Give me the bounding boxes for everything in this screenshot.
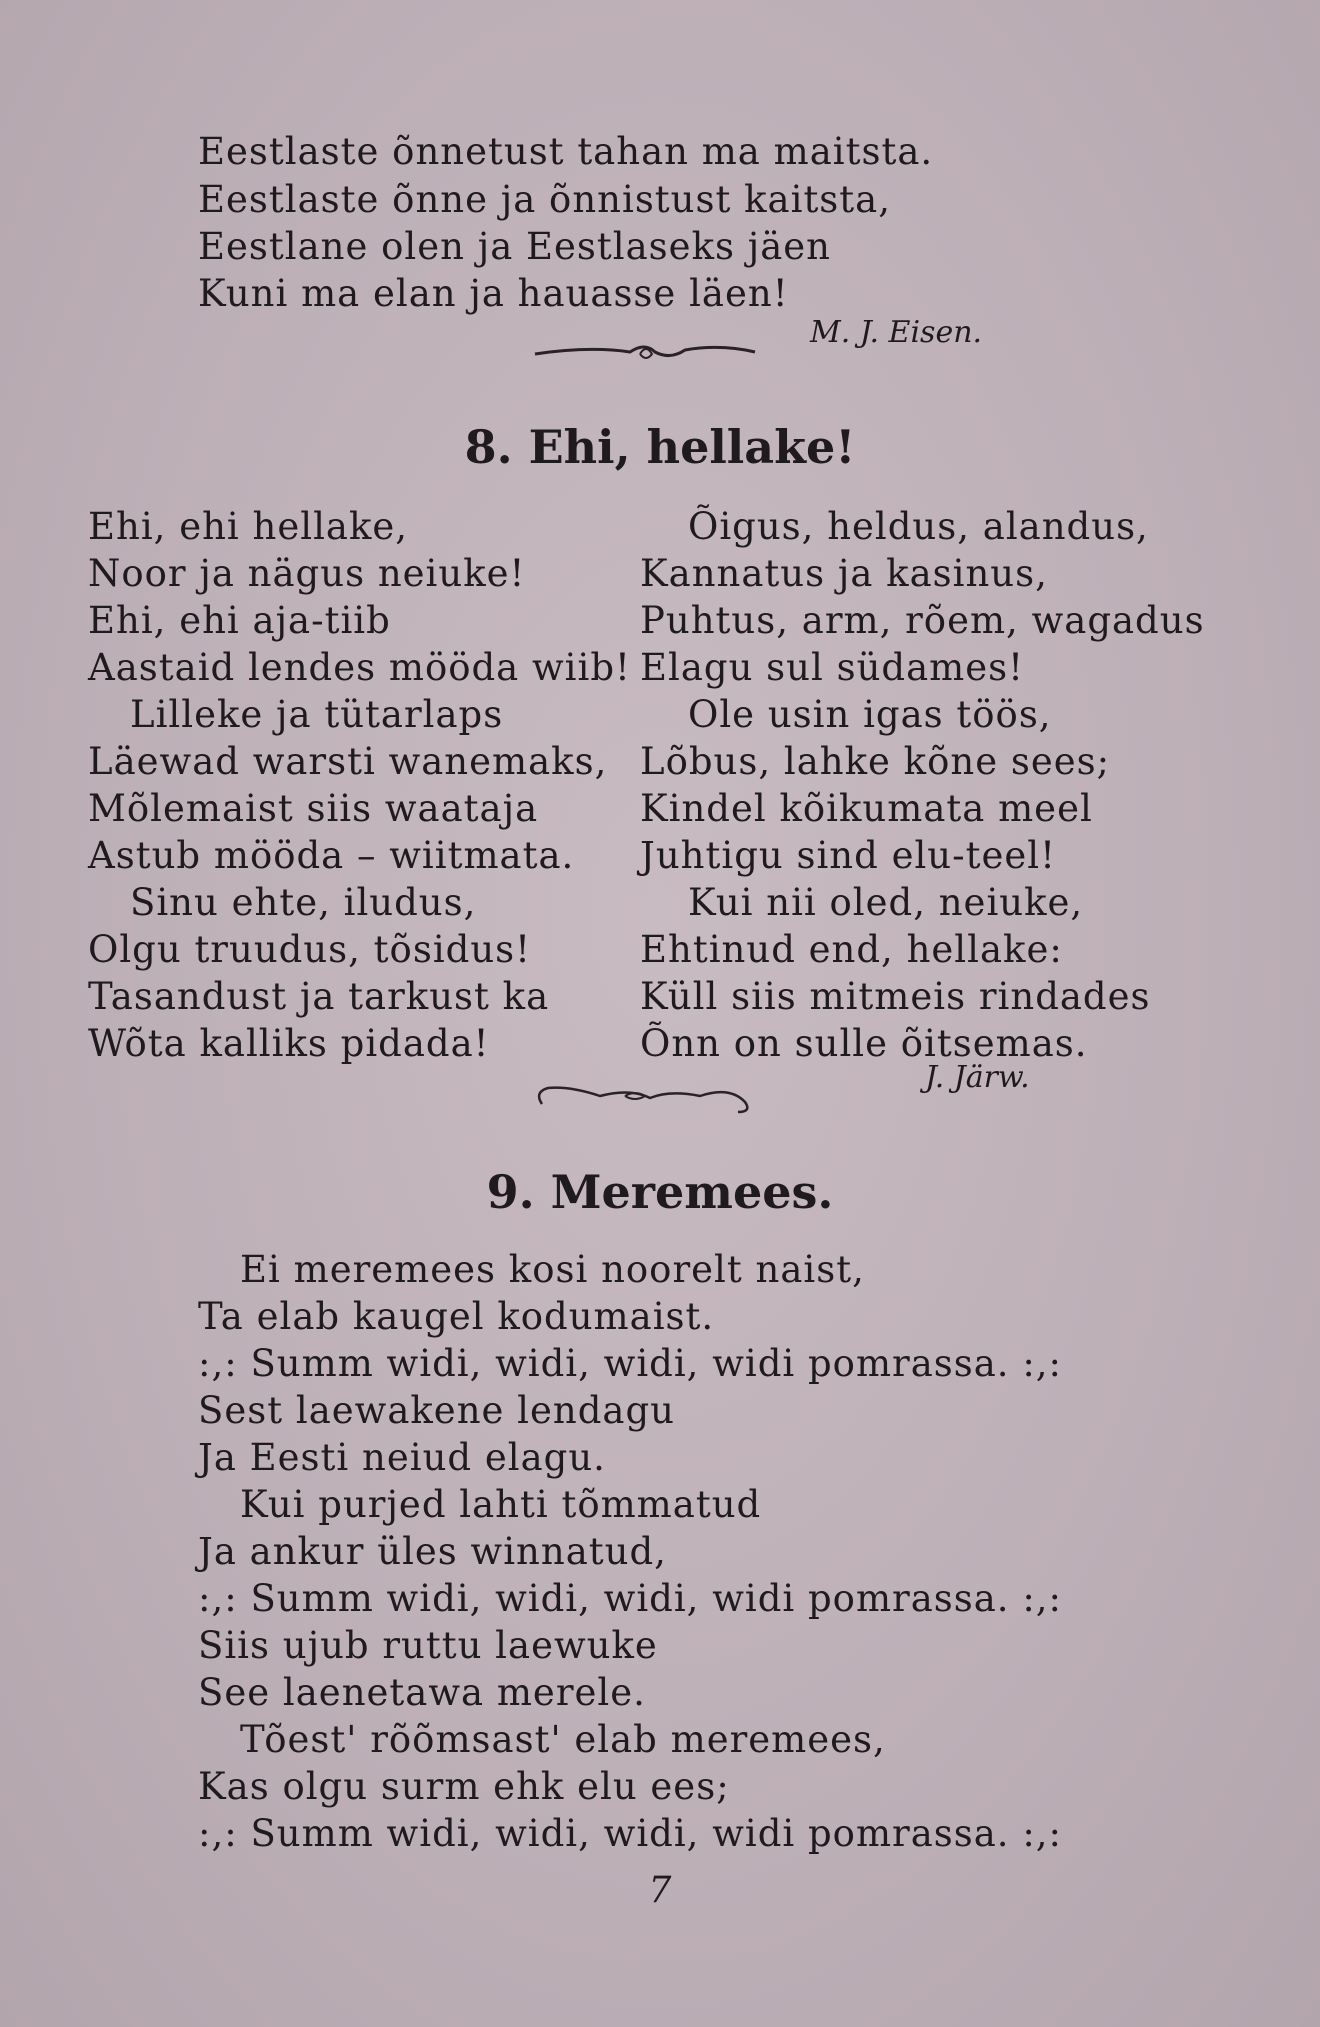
song-9-line: Ja Eesti neiud elagu.: [198, 1436, 606, 1479]
song-8-left-line: Läewad warsti wanemaks,: [88, 740, 608, 783]
song-8-right-line: Juhtigu sind elu-teel!: [640, 834, 1056, 877]
song-8-right-line: Ole usin igas töös,: [688, 693, 1052, 736]
song-8-title: 8. Ehi, hellake!: [464, 420, 856, 474]
song-8-right-line: Kannatus ja kasinus,: [640, 552, 1048, 595]
song-8-left-line: Ehi, ehi aja-tiib: [88, 599, 391, 642]
song-8-left-line: Wõta kalliks pidada!: [88, 1022, 490, 1065]
top-stanza-line-2: Eestlaste õnne ja õnnistust kaitsta,: [198, 178, 891, 221]
page-number: 7: [648, 1870, 672, 1911]
song-9-line: Kui purjed lahti tõmmatud: [240, 1483, 762, 1526]
song-8-right-line: Ehtinud end, hellake:: [640, 928, 1063, 971]
top-stanza-line-3: Eestlane olen ja Eestlaseks jäen: [198, 225, 831, 268]
song-8-left-line: Sinu ehte, iludus,: [130, 881, 477, 924]
song-8-left-line: Lilleke ja tütarlaps: [130, 693, 504, 736]
song-9-title: 9. Meremees.: [486, 1165, 834, 1219]
song-8-left-line: Aastaid lendes mööda wiib!: [88, 646, 631, 689]
song-8-right-line: Küll siis mitmeis rindades: [640, 975, 1151, 1018]
song-9-line: Sest laewakene lendagu: [198, 1389, 676, 1432]
song-8-right-line: Õigus, heldus, alandus,: [688, 505, 1149, 548]
top-author: M. J. Eisen.: [810, 315, 983, 350]
song-8-left-line: Mõlemaist siis waataja: [88, 787, 539, 830]
song-9-line: Kas olgu surm ehk elu ees;: [198, 1765, 730, 1808]
song-9-line: Ja ankur üles winnatud,: [198, 1530, 667, 1573]
song-8-author: J. Järw.: [925, 1060, 1030, 1095]
song-8-right-line: Õnn on sulle õitsemas.: [640, 1022, 1088, 1065]
song-9-line: :,: Summ widi, widi, widi, widi pomrassa. :,:: [198, 1577, 1063, 1620]
song-9-line: Ei meremees kosi noorelt naist,: [240, 1248, 865, 1291]
song-9-line: :,: Summ widi, widi, widi, widi pomrassa. :,:: [198, 1342, 1063, 1385]
flourish-divider-1: [530, 338, 760, 364]
top-stanza-line-1: Eestlaste õnnetust tahan ma maitsta.: [198, 130, 934, 173]
song-8-right-line: Elagu sul südames!: [640, 646, 1024, 689]
song-8-right-line: Kindel kõikumata meel: [640, 787, 1093, 830]
song-8-right-line: Kui nii oled, neiuke,: [688, 881, 1084, 924]
top-stanza-line-4: Kuni ma elan ja hauasse läen!: [198, 272, 789, 315]
song-9-line: Ta elab kaugel kodumaist.: [198, 1295, 715, 1338]
song-9-line: Tõest' rõõmsast' elab meremees,: [240, 1718, 886, 1761]
flourish-divider-2: [530, 1078, 760, 1118]
song-8-left-line: Ehi, ehi hellake,: [88, 505, 409, 548]
song-8-left-line: Astub mööda – wiitmata.: [88, 834, 575, 877]
song-8-left-line: Noor ja nägus neiuke!: [88, 552, 526, 595]
song-9-line: Siis ujub ruttu laewuke: [198, 1624, 658, 1667]
song-9-line: See laenetawa merele.: [198, 1671, 646, 1714]
song-8-right-line: Puhtus, arm, rõem, wagadus: [640, 599, 1205, 642]
song-8-left-line: Olgu truudus, tõsidus!: [88, 928, 532, 971]
song-8-left-line: Tasandust ja tarkust ka: [88, 975, 550, 1018]
song-9-line: :,: Summ widi, widi, widi, widi pomrassa. :,:: [198, 1812, 1063, 1855]
song-8-right-line: Lõbus, lahke kõne sees;: [640, 740, 1111, 783]
